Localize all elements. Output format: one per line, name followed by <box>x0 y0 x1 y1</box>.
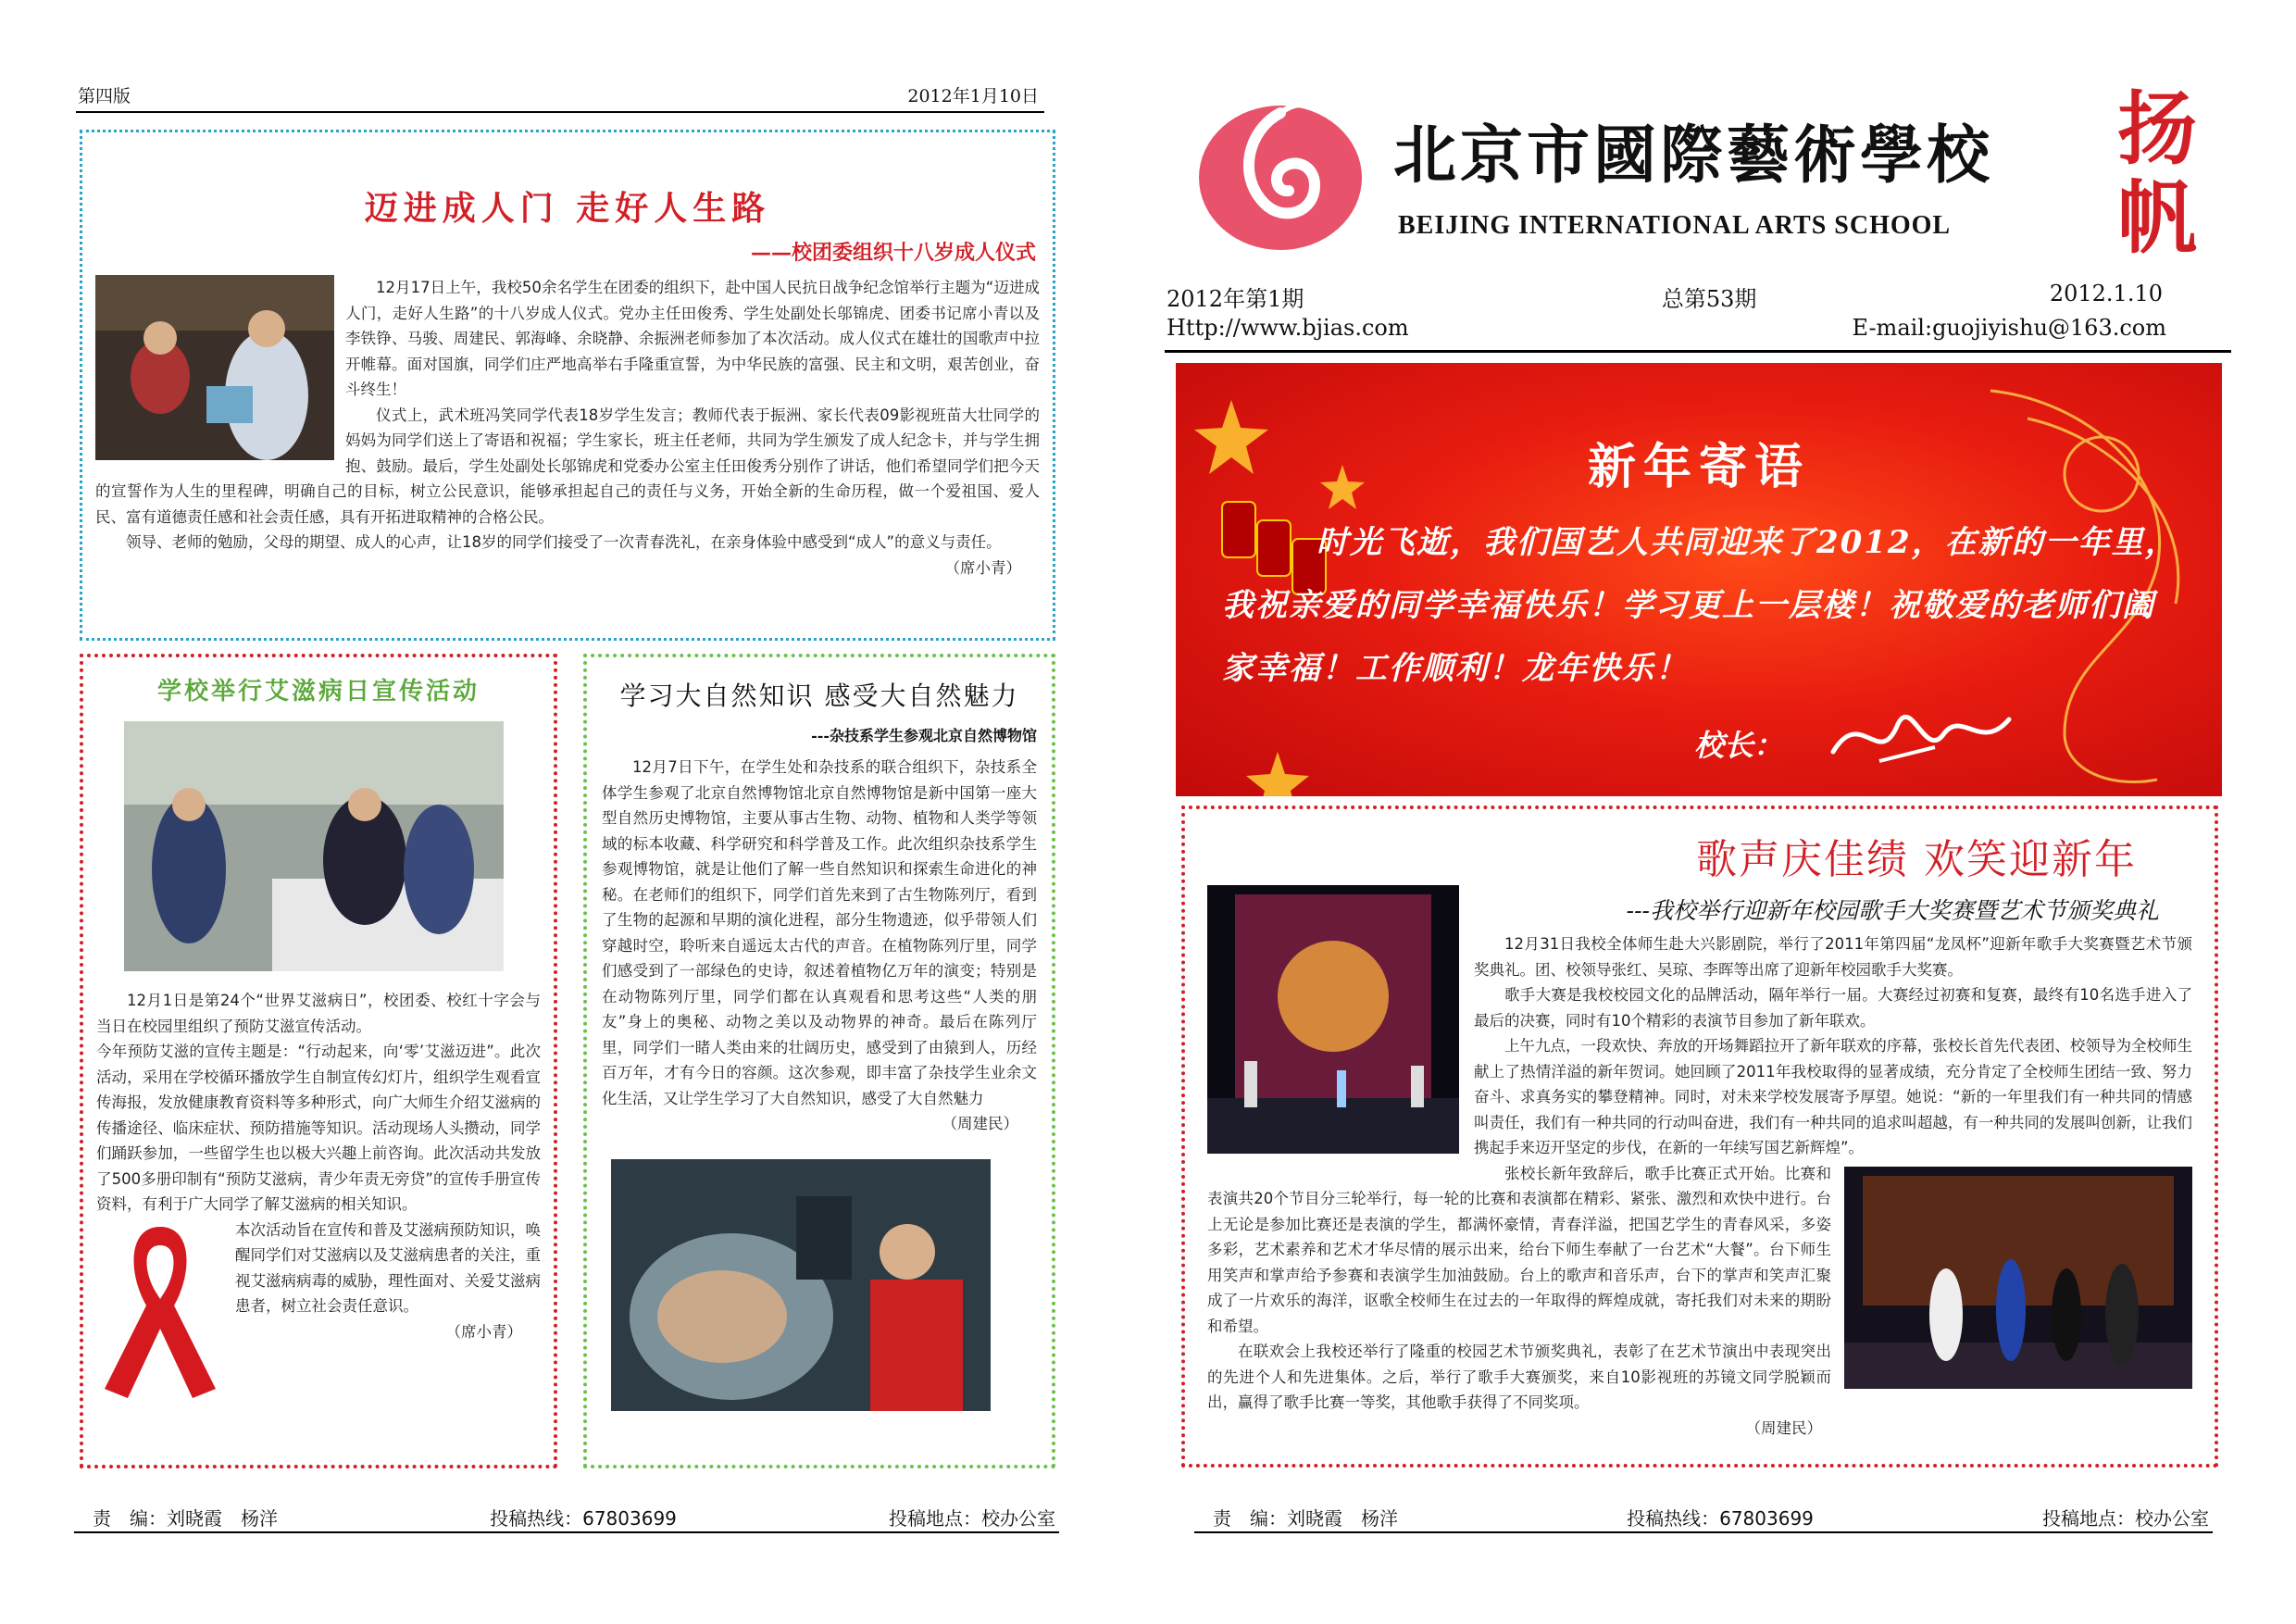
byline: （席小青） <box>445 1322 522 1341</box>
byline: （周建民） <box>942 1115 1018 1132</box>
byline: （周建民） <box>1745 1418 1822 1437</box>
right-footer <box>1194 1504 2213 1533</box>
header-rule <box>1165 350 2231 353</box>
banner-text: 时光飞逝，我们国艺人共同迎来了2012，在新的一年里，我祝亲爱的同学幸福快乐！学习更上一层楼！祝敬爱的老师们阖家幸福！工作顺利！龙年快乐！ <box>1222 524 2178 687</box>
article-title: 歌声庆佳绩 欢笑迎新年 <box>1696 836 2137 883</box>
article-body <box>602 755 1037 1137</box>
paragraph: 12月17日上午，我校50余名学生在团委的组织下，赴中国人民抗日战争纪念馆举行主题为“迈进成人门，走好人生路”的十八岁成人仪式。党办主任田俊秀、学生处副处长邬锦虎、团委书记席小青以及李铁铮、马骏、周建民、郭海峰、余晓静、余振洲老师参加了本次活动。成人仪式在雄壮的国歌声中拉开帷幕。面对国旗，同学们庄严地高举右手隆重宣誓，为中华民族的富强、民主和文明，艰苦创业，奋斗终生！ <box>345 279 1040 398</box>
article-subtitle: ---我校举行迎新年校园歌手大奖赛暨艺术节颁奖典礼 <box>1626 897 2159 924</box>
paragraph: 在联欢会上我校还举行了隆重的校园艺术节颁奖典礼，表彰了在艺术节演出中表现突出的先进个人和先进集体。之后，举行了歌手大赛颁奖，来自10影视班的苏镜文同学脱颖而出，赢得了歌手比赛一等奖，其他歌手获得了不同奖项。 <box>1207 1343 1831 1411</box>
article-subtitle: ——校团委组织十八岁成人仪式 <box>750 241 1036 265</box>
paragraph: 12月7日下午，在学生处和杂技系的联合组织下，杂技系全体学生参观了北京自然博物馆北京自然博物馆是新中国第一座大型自然历史博物馆，主要从事古生物、动物、植物和人类学等领域的标本收藏、科学研究和科学普及工作。此次组织杂技系学生参观博物馆，就是让他们了解一些自然知识和探索生命进化的神秘。在老师们的组织下，同学们首先来到了古生物陈列厅，看到了生物的起源和早期的演化进程，部分生物遗迹，似乎带领人们穿越时空，聆听来自遥远太古代的声音。在植物陈列厅里，同学们感受到了一部绿色的史诗，叙述着植物亿万年的演变；特别是在动物陈列厅里，同学们都在认真观看和思考这些“人类的朋友”身上的奥秘、动物之美以及动物界的神奇。最后在陈列厅里，同学们一睹人类由来的壮阔历史，感受到了由猿到人，历经百万年，才有今日的容颜。这次参观，即丰富了杂技学生业余文化生活，又让学生学习了大自然知识，感受了大自然魅力 <box>602 758 1037 1107</box>
paragraph: 仪式上，武术班冯笑同学代表18岁学生发言；教师代表于振洲、家长代表09影视班苗大壮同学的妈妈为同学们送上了寄语和祝福；学生家长，班主任老师，共同为学生颁发了成人纪念卡，并与学生拥抱、鼓励。最后，学生处副处长邬锦虎和党委办公室主任田俊秀分别作了讲话，他们希望同学们把今天的宣誓作为人生的里程碑，明确自己的目标，树立公民意识，能够承担起自己的责任与义务，开始全新的生命历程，做一个爱祖国、爱人民、富有道德责任感和社会责任感，具有开拓进取精神的合格公民。 <box>95 406 1040 526</box>
footer-place: 投稿地点：校办公室 <box>2041 1507 2209 1530</box>
footer-place: 投稿地点：校办公室 <box>888 1507 1055 1530</box>
edition-label: 第四版 <box>78 86 131 106</box>
total-issue: 总第53期 <box>1661 286 1757 312</box>
paper-name-char2: 帆 <box>2117 171 2197 265</box>
left-date: 2012年1月10日 <box>907 86 1039 106</box>
red-ribbon-icon <box>91 1218 230 1403</box>
photo-award-ceremony <box>1844 1167 2192 1389</box>
footer-hotline: 投稿热线：67803699 <box>490 1507 677 1530</box>
left-header-bar <box>76 85 1044 113</box>
article-title: 迈进成人门 走好人生路 <box>364 189 771 228</box>
photo-ceremony <box>95 275 334 460</box>
paragraph: 领导、老师的勉励，父母的期望、成人的心声，让18岁的同学们接受了一次青春洗礼，在亲身体验中感受到“成人”的意义与责任。 <box>126 533 1002 551</box>
photo-aids-event <box>124 721 504 971</box>
paper-name <box>2102 82 2213 265</box>
article-aids-day <box>80 654 557 1468</box>
school-name-cn: 北京市國際藝術學校 <box>1393 119 1994 193</box>
footer-editor: 责 编：刘晓霞 杨洋 <box>93 1507 278 1530</box>
contact-info <box>1167 315 2166 341</box>
article-coming-of-age <box>80 130 1055 641</box>
article-title: 学校举行艾滋病日宣传活动 <box>156 678 480 706</box>
paper-name-char1: 扬 <box>2117 82 2197 176</box>
footer-hotline: 投稿热线：67803699 <box>1627 1507 1814 1530</box>
article-singing-contest <box>1181 806 2218 1468</box>
paragraph: 今年预防艾滋的宣传主题是：“行动起来，向‘零’艾滋迈进”。此次活动，采用在学校循环播放学生自制宣传幻灯片，组织学生观看宣传海报，发放健康教育资料等多种形式，向广大师生介绍艾滋病的传播途径、临床症状、预防措施等知识。活动现场人头攒动，同学们踊跃参加，一些留学生也以极大兴趣上前咨询。此次活动共发放了500多册印制有“预防艾滋病，青少年责无旁贷”的宣传手册宣传资料，有利于广大同学了解艾滋病的相关知识。 <box>96 1043 541 1213</box>
article-body <box>96 988 541 1344</box>
issue-date: 2012.1.10 <box>2049 281 2163 306</box>
school-logo <box>1192 93 1368 256</box>
website-link[interactable]: Http://www.bjias.com <box>1167 315 1409 341</box>
photo-museum <box>611 1159 991 1411</box>
article-subtitle: ---杂技系学生参观北京自然博物馆 <box>811 727 1037 744</box>
paragraph: 上午九点，一段欢快、奔放的开场舞蹈拉开了新年联欢的序幕，张校长首先代表团、校领导为全校师生献上了热情洋溢的新年贺词。她回顾了2011年我校取得的显著成绩，充分肯定了全校师生团结一致、努力奋斗、求真务实的攀登精神。同时，对未来学校发展寄予厚望。她说：“新的一年里我们有一种共同的情感叫责任，我们有一种共同的行动叫奋进，我们有一种共同的追求叫超越，有一种共同的发展叫创新，让我们携起手来迈开坚定的步伐，在新的一年续写国艺新辉煌”。 <box>1474 1037 2192 1156</box>
paragraph: 12月31日我校全体师生赴大兴影剧院，举行了2011年第四届“龙凤杯”迎新年歌手大奖赛暨艺术节颁奖典礼。团、校领导张红、吴琼、李晖等出席了迎新年校园歌手大奖赛。 <box>1474 935 2192 979</box>
footer-editor: 责 编：刘晓霞 杨洋 <box>1213 1507 1398 1530</box>
banner-signature-label: 校长： <box>1694 728 1784 763</box>
byline: （席小青） <box>944 558 1021 577</box>
email-link[interactable]: E-mail:guojiyishu@163.com <box>1852 315 2166 341</box>
school-name-en: BEIJING INTERNATIONAL ARTS SCHOOL <box>1398 211 1952 240</box>
article-museum-visit <box>583 654 1055 1468</box>
left-footer <box>74 1504 1059 1533</box>
banner-title: 新年寄语 <box>1587 439 1810 495</box>
paragraph: 12月1日是第24个“世界艾滋病日”，校团委、校红十字会与当日在校园里组织了预防艾滋宣传活动。 <box>96 992 541 1035</box>
new-year-banner <box>1176 363 2222 796</box>
principal-signature <box>1824 696 2028 780</box>
paragraph: 本次活动旨在宣传和普及艾滋病预防知识，唤醒同学们对艾滋病以及艾滋病患者的关注，重视艾滋病病毒的威胁，理性面对、关爱艾滋病患者，树立社会责任意识。 <box>235 1220 541 1315</box>
article-title: 学习大自然知识 感受大自然魅力 <box>619 681 1019 711</box>
photo-singing-stage <box>1207 885 1459 1154</box>
issue-number: 2012年第1期 <box>1167 286 1304 312</box>
issue-info <box>1167 281 2166 313</box>
paragraph: 张校长新年致辞后，歌手比赛正式开始。比赛和表演共20个节目分三轮举行，每一轮的比赛和表演都在精彩、紧张、激烈和欢快中进行。台上无论是参加比赛还是表演的学生，都满怀豪情，青春洋溢，把国艺学生的青春风采，多姿多彩，艺术素养和艺术才华尽情的展示出来，给台下师生奉献了一台艺术“大餐”。台下师生用笑声和掌声给予参赛和表演学生加油鼓励。台上的歌声和音乐声，台下的掌声和笑声汇聚成了一片欢乐的海洋，讴歌全校师生在过去的一年取得的辉煌成就，寄托我们对未来的期盼和希望。 <box>1207 1164 1831 1335</box>
paragraph: 歌手大赛是我校校园文化的品牌活动，隔年举行一届。大赛经过初赛和复赛，最终有10名选手进入了最后的决赛，同时有10个精彩的表演节目参加了新年联欢。 <box>1474 986 2192 1030</box>
